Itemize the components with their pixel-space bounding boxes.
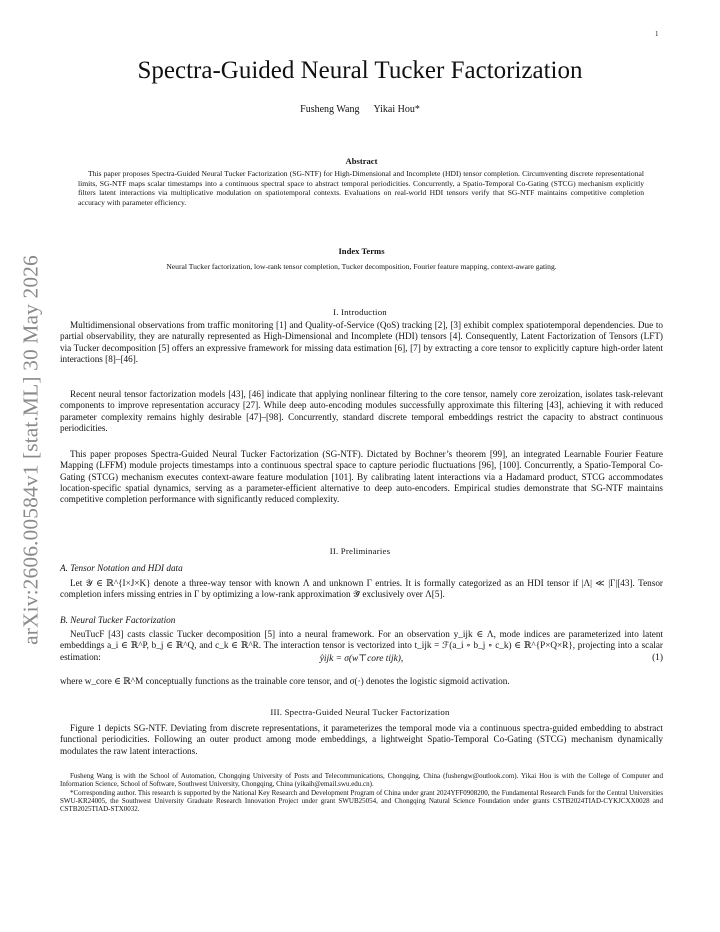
footnote-affiliations: Fusheng Wang is with the School of Automation, Chongqing University of Posts and Telecommunications, Chongqing, China (fushengw@outlook.com). Yikai Hou is with the College of Computer and Information Science, School of Software, Southwest University, Chongqing, China (yikaih@email.swu.edu.cn).	[60, 772, 663, 789]
subsection-heading-b: B. Neural Tucker Factorization	[60, 615, 176, 625]
prelim-paragraph-2: NeuTucF [43] casts classic Tucker decomposition [5] into a neural framework. For an observation y_ijk ∈ Λ, mode indices are parameterized into latent embeddings a_i ∈ ℝ^P, b_j ∈ ℝ^Q, and c_k ∈ ℝ^R. The interaction tensor is vectorized into t_ijk = ℱ(a_i ∘ b_j ∘ c_k) ∈ ℝ^{P×Q×R}, projecting into a scalar estimation:	[60, 629, 663, 662]
index-terms-text: Neural Tucker factorization, low-rank tensor completion, Tucker decomposition, Fourier feature mapping, context-aware gating.	[166, 262, 557, 271]
subsection-heading-a: A. Tensor Notation and HDI data	[60, 563, 183, 573]
author-2: Yikai Hou*	[373, 104, 420, 115]
intro-paragraph-3: This paper proposes Spectra-Guided Neural Tucker Factorization (SG-NTF). Dictated by Bochner’s theorem [99], an integrated Learnable Fourier Feature Mapping (LFFM) module projects timestamps into a continuous spectral space to capture periodic fluctuations [96], [100]. Concurrently, a Spatio-Temporal Co-Gating (STCG) mechanism executes context-aware feature modulation [101]. By calibrating latent interactions via a Hadamard product, STCG accommodates location-specific spatial dynamics, serving as a parameter-efficient alternative to deep auto-encoders. Empirical studies demonstrate that SG-NTF maintains competitive completion performance with significantly reduced complexity.	[60, 449, 663, 505]
method-paragraph-1: Figure 1 depicts SG-NTF. Deviating from discrete representations, it parameterizes the temporal mode via a continuous spectra-guided embedding to abstract functional periodicities. Following an outer product among mode embeddings, a lightweight Spatio-Temporal Co-Gating (STCG) mechanism dynamically modulates the raw latent interactions.	[60, 723, 663, 756]
equation-number: (1)	[652, 653, 663, 663]
footnote-funding: *Corresponding author. This research is supported by the National Key Research and Development Program of China under grant 2024YFF0908200, the Fundamental Research Funds for the Central Universities SWU-KR24005, the Southwest University Graduate Research Innovation Project under grant SWUB25054, and Chongqing Natural Science Foundation under grants CSTB2024TIAD-CYKJCXX0028 and CSTB2025TIAD-STX0032.	[60, 789, 663, 814]
equation-1	[60, 653, 663, 667]
section-heading-introduction: I. Introduction	[333, 307, 387, 317]
section-heading-preliminaries: II. Preliminaries	[329, 546, 391, 556]
section-heading-method: III. Spectra-Guided Neural Tucker Factorization	[270, 707, 450, 717]
author-1: Fusheng Wang	[300, 104, 360, 115]
paper-title: Spectra-Guided Neural Tucker Factorization	[137, 57, 583, 84]
equation-body: ŷijk = σ(w⊤core tijk),	[319, 654, 404, 664]
author-list	[0, 104, 720, 115]
abstract-heading: Abstract	[345, 156, 378, 166]
index-terms-heading: Index Terms	[338, 246, 385, 256]
prelim-paragraph-1: Let 𝒴 ∈ ℝ^{I×J×K} denote a three-way tensor with known Λ and unknown Γ entries. It is formally categorized as an HDI tensor if |Λ| ≪ |Γ|[43]. Tensor completion infers missing entries in Γ by optimizing a low-rank approximation 𝒴̂ exclusively over Λ[5].	[60, 578, 663, 600]
prelim-paragraph-3: where w_core ∈ ℝ^M conceptually functions as the trainable core tensor, and σ(·) denotes the logistic sigmoid activation.	[60, 676, 510, 686]
arxiv-sidebar	[18, 240, 44, 660]
arxiv-identifier: arXiv:2606.00584v1 [stat.ML] 30 May 2026	[18, 255, 43, 645]
abstract-text: This paper proposes Spectra-Guided Neural Tucker Factorization (SG-NTF) for High-Dimensional and Incomplete (HDI) tensor completion. Circumventing discrete representational limits, SG-NTF maps scalar timestamps into a continuous spectral space to abstract temporal periodicities. Concurrently, a Spatio-Temporal Co-Gating (STCG) mechanism explicitly filters latent interactions via multiplicative modulation on spatiotemporal contexts. Evaluations on real-world HDI tensors verify that SG-NTF maintains competitive completion accuracy with parameter efficiency.	[78, 169, 644, 207]
intro-paragraph-1: Multidimensional observations from traffic monitoring [1] and Quality-of-Service (QoS) tracking [2], [3] exhibit complex spatiotemporal dependencies. Due to partial observability, they are naturally represented as High-Dimensional and Incomplete (HDI) tensors [4]. Consequently, Latent Factorization of Tensors (LFT) via Tucker decomposition [5] offers an expressive framework for missing data estimation [6], [7] by extracting a core tensor to explicitly capture high-order latent interactions [8]–[46].	[60, 320, 663, 364]
intro-paragraph-2: Recent neural tensor factorization models [43], [46] indicate that applying nonlinear filtering to the core tensor, namely core zeroization, isolates task-relevant components to improve representation accuracy [27]. While deep auto-encoding modules successfully approximate this filtering [43], achieving it with reduced parameter complexity remains highly desirable [47]–[98]. Concurrently, standard discrete temporal embeddings restrict the capacity to abstract continuous periodicities.	[60, 389, 663, 433]
page-number: 1	[655, 30, 659, 38]
